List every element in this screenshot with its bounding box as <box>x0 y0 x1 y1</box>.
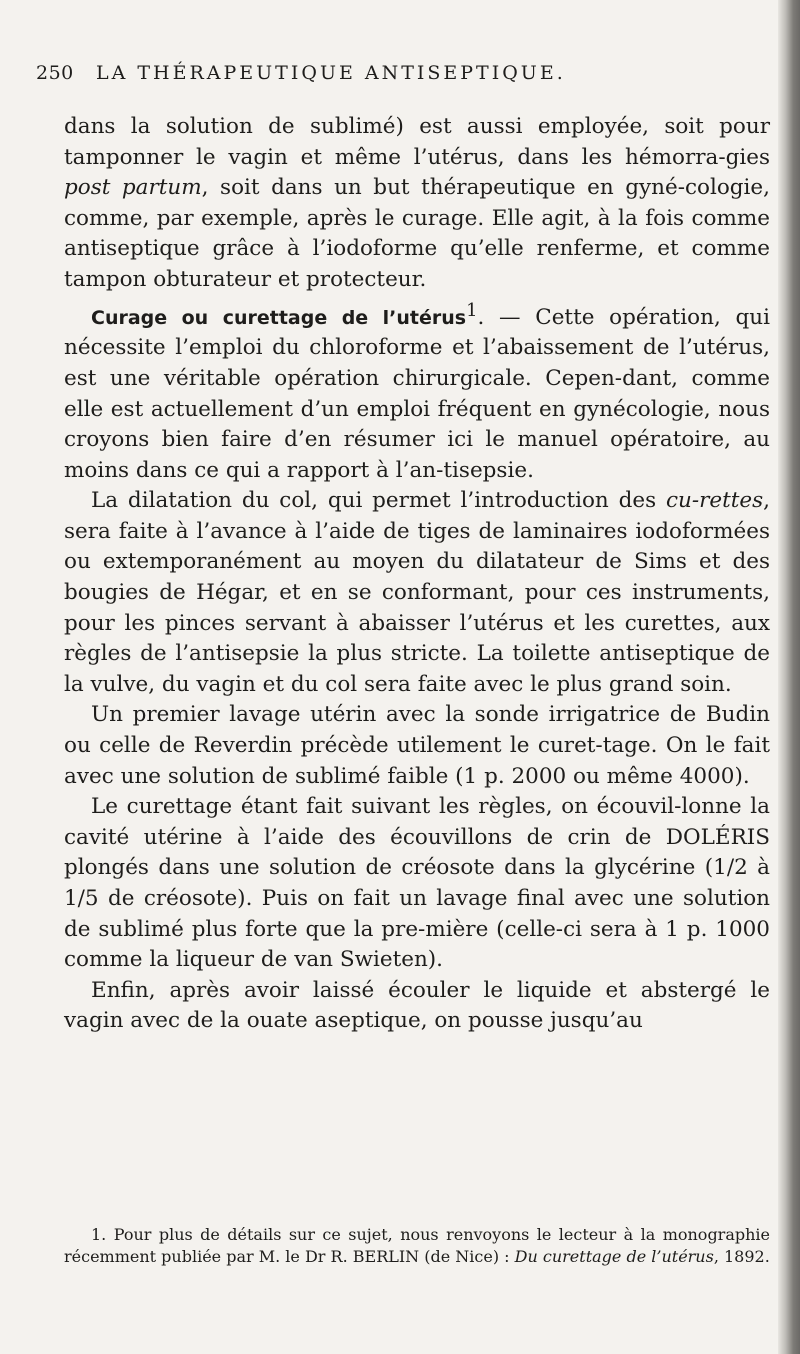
paragraph: La dilatation du col, qui permet l’introduction des cu-rettes, sera faite à l’avance à l’aide de tiges de laminaires iodoformées ou extemporanément au moyen du dilatateur de Sims et des bougies de Hégar, et en se conformant, pour ces instruments, pour les pinces servant à abaisser l’utérus et les curettes, aux règles de l’antisepsie la plus stricte. La toilette antiseptique de la vulve, du vagin et du col sera faite avec le plus grand soin. <box>64 488 770 697</box>
paragraph: Un premier lavage utérin avec la sonde irrigatrice de Budin ou celle de Reverdin précède utilement le curet-tage. On le fait avec une solution de sublimé faible (1 p. 2000 ou même 4000). <box>64 702 770 789</box>
cited-title: Du curettage de l’utérus <box>514 1247 714 1266</box>
body-text <box>64 112 770 1037</box>
italic-term: cu-rettes <box>665 488 764 514</box>
italic-term: post partum <box>64 175 202 201</box>
paragraph: dans la solution de sublimé) est aussi employée, soit pour tamponner le vagin et même l’utérus, dans les hémorra-gies post partum, soit dans un but thérapeutique en gyné-cologie, comme, par exemple, après le curage. Elle agit, à la fois comme antiseptique grâce à l’iodoforme qu’elle renferme, et comme tampon obturateur et protecteur. <box>64 114 770 292</box>
section-heading: Curage ou curettage de l’utérus <box>91 306 467 329</box>
paragraph: Curage ou curettage de l’utérus$^1$. — Cette opération, qui nécessite l’emploi du chloroforme et l’abaissement de l’utérus, est une véritable opération chirurgicale. Cepen-dant, comme elle est actuellement d’un emploi fréquent en gynécologie, nous croyons bien faire d’en résumer ici le manuel opératoire, au moins dans ce qui a rapport à l’an-tisepsie. <box>64 299 770 483</box>
footnote-reference: 1 <box>466 299 478 321</box>
paragraph: Enfin, après avoir laissé écouler le liquide et abstergé le vagin avec de la ouate aseptique, on pousse jusqu’au <box>64 977 770 1034</box>
running-head <box>36 62 736 92</box>
footnote: 1. Pour plus de détails sur ce sujet, nous renvoyons le lecteur à la monographie récemment publiée par M. le Dr R. BERLIN (de Nice) : Du curettage de l’utérus, 1892. <box>64 1225 770 1266</box>
footnotes <box>64 1224 770 1268</box>
paragraph: Le curettage étant fait suivant les règles, on écouvil-lonne la cavité utérine à l’aide des écouvillons de crin de DOLÉRIS plongés dans une solution de créosote dans la glycérine (1/2 à 1/5 de créosote). Puis on fait un lavage final avec une solution de sublimé plus forte que la pre-mière (celle-ci sera à 1 p. 1000 comme la liqueur de van Swieten). <box>64 794 770 973</box>
page-binding-edge <box>778 0 800 1354</box>
running-title: LA THÉRAPEUTIQUE ANTISEPTIQUE. <box>96 62 566 84</box>
page-number: 250 <box>36 62 74 84</box>
